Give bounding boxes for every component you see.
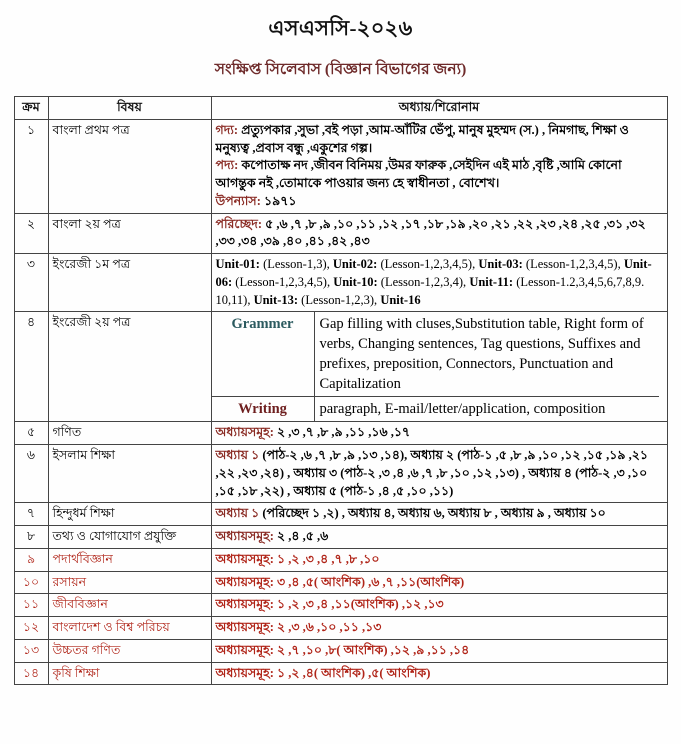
table-row <box>14 213 667 254</box>
detail-line-text: ১ ,২ ,৩ ,৪ ,৭ ,৮ ,১০ <box>273 551 380 566</box>
table-row <box>14 594 667 617</box>
detail-line <box>216 216 663 252</box>
table-row <box>14 445 667 503</box>
row-chapter-detail <box>211 119 667 213</box>
column-header-chapter: অধ্যায়/শিরোনাম <box>211 97 667 120</box>
row-serial: ১২ <box>14 617 48 640</box>
detail-line-text: ১ ,২ ,৪( আংশিক) ,৫( আংশিক) <box>273 665 431 680</box>
detail-line-label: অধ্যায়সমূহ: <box>215 620 274 634</box>
detail-line <box>216 665 663 683</box>
detail-line <box>216 193 663 211</box>
row-subject: বাংলা ২য় পত্র <box>48 213 211 254</box>
table-row <box>14 526 667 549</box>
row-subject: কৃষি শিক্ষা <box>48 662 211 685</box>
row-serial: ২ <box>14 213 48 254</box>
row-subject: বাংলা প্রথম পত্র <box>48 119 211 213</box>
row-subject: গণিত <box>48 422 211 445</box>
row-chapter-detail <box>211 594 667 617</box>
detail-line <box>216 447 663 500</box>
row-chapter-detail <box>211 548 667 571</box>
subsection-text: paragraph, E-mail/letter/application, composition <box>319 401 606 418</box>
detail-line <box>216 596 663 614</box>
row-subject: বাংলাদেশ ও বিশ্ব পরিচয় <box>48 617 211 640</box>
detail-line <box>216 642 663 660</box>
detail-line-label: উপন্যাস: <box>215 193 261 208</box>
detail-line-text: ২ ,৪ ,৫ ,৬ <box>273 529 329 543</box>
detail-line-label: অধ্যায় ১ <box>215 506 260 521</box>
detail-line <box>216 505 663 523</box>
row-chapter-detail <box>211 639 667 662</box>
detail-line-text: কপোতাক্ষ নদ ,জীবন বিনিময় ,উমর ফারুক ,সেইদিন এই মাঠ ,বৃষ্টি ,আমি কোনো আগন্তুক নই ,তোমাকে পাওয়ার জন্য হে স্বাধীনতা , বোশেখ। <box>215 158 622 190</box>
detail-line-text: ২ ,৭ ,১০ ,৮( আংশিক) ,১২ ,৯ ,১১ ,১৪ <box>273 642 470 657</box>
row-serial: ১৪ <box>14 662 48 685</box>
detail-line-label: অধ্যায়সমূহ: <box>215 597 274 612</box>
row-chapter-detail <box>211 213 667 254</box>
detail-line-text: ২ ,৩ ,৬ ,১০ ,১১ ,১৩ <box>273 620 382 634</box>
nested-subsection-table <box>212 312 659 421</box>
detail-line-label: পদ্য: <box>215 158 239 173</box>
page-title: এসএসসি-২০২৬ <box>268 16 413 40</box>
detail-line-label: অধ্যায়সমূহ: <box>215 529 274 543</box>
detail-line-label: অধ্যায়সমূহ: <box>215 574 274 589</box>
row-chapter-detail <box>211 526 667 549</box>
detail-line-text: ৩ ,৪ ,৫( আংশিক) ,৬ ,৭ ,১১(আংশিক) <box>273 574 465 589</box>
detail-line <box>216 157 663 193</box>
detail-line-label: গদ্য: <box>215 122 239 137</box>
row-serial: ১০ <box>14 571 48 594</box>
table-row <box>14 312 667 422</box>
row-serial: ১ <box>14 119 48 213</box>
detail-line-label: অধ্যায়সমূহ: <box>215 425 274 440</box>
subsection-label: Writing <box>212 397 315 422</box>
table-row <box>14 662 667 685</box>
table-row <box>14 571 667 594</box>
syllabus-table <box>14 96 668 685</box>
row-chapter-detail <box>211 662 667 685</box>
row-subject: ইংরেজী ২য় পত্র <box>48 312 211 422</box>
row-chapter-detail <box>211 503 667 526</box>
table-body <box>14 119 667 685</box>
detail-line <box>216 122 663 158</box>
detail-line <box>216 551 663 569</box>
row-serial: ১১ <box>14 594 48 617</box>
row-chapter-detail <box>211 445 667 503</box>
row-subject: হিন্দুধর্ম শিক্ষা <box>48 503 211 526</box>
detail-line <box>216 528 663 546</box>
detail-line-text: ১৯৭১ <box>260 193 297 208</box>
detail-line-label: পরিচ্ছেদ: <box>215 216 263 231</box>
table-row <box>14 119 667 213</box>
column-header-serial: ক্রম <box>14 97 48 120</box>
row-subject: ইসলাম শিক্ষা <box>48 445 211 503</box>
detail-line-label: অধ্যায়সমূহ: <box>215 642 274 657</box>
table-row <box>14 617 667 640</box>
detail-line-label: অধ্যায়সমূহ: <box>215 665 274 680</box>
row-subject: তথ্য ও যোগাযোগ প্রযুক্তি <box>48 526 211 549</box>
row-chapter-detail <box>211 571 667 594</box>
table-row <box>14 422 667 445</box>
subsection-row <box>212 397 659 422</box>
detail-line-text: ২ ,৩ ,৭ ,৮ ,৯ ,১১ ,১৬ ,১৭ <box>273 425 411 440</box>
row-chapter-detail <box>211 617 667 640</box>
detail-line <box>216 424 663 442</box>
table-header-row <box>14 97 667 120</box>
table-row <box>14 503 667 526</box>
detail-line-text: (পাঠ-২ ,৬ ,৭ ,৮ ,৯ ,১৩ ,১৪), অধ্যায় ২ (পাঠ-১ ,৫ ,৮ ,৯ ,১০ ,১২ ,১৫ ,১৯ ,২১ ,২২ ,২৩ ,২৪) , অধ্যায় ৩ (পাঠ-২ ,৩ ,৪ ,৬ ,৭ ,৮ ,১০ ,১২ ,১৩) , অধ্যায় ৪ (পাঠ-২ ,৩ ,১০ ,১৫ ,১৮ ,২২) , অধ্যায় ৫ (পাঠ-১ ,৪ ,৫ ,১০ ,১১) <box>215 448 648 498</box>
detail-line-label: অধ্যায়সমূহ: <box>215 551 274 566</box>
detail-line-text: (পরিচ্ছেদ ১ ,২) , অধ্যায় ৪, অধ্যায় ৬, অধ্যায় ৮ , অধ্যায় ৯ , অধ্যায় ১০ <box>259 506 606 521</box>
row-subject: জীববিজ্ঞান <box>48 594 211 617</box>
page-subtitle: সংক্ষিপ্ত সিলেবাস (বিজ্ঞান বিভাগের জন্য) <box>214 61 467 78</box>
row-serial: ৬ <box>14 445 48 503</box>
row-chapter-detail <box>211 422 667 445</box>
detail-line-text: ৫ ,৬ ,৭ ,৮ ,৯ ,১০ ,১১ ,১২ ,১৭ ,১৮ ,১৯ ,২০ ,২১ ,২২ ,২৩ ,২৪ ,২৫ ,৩১ ,৩২ ,৩৩ ,৩৪ ,৩৯ ,৪০ ,৪১ ,৪২ ,৪৩ <box>215 216 646 249</box>
detail-line <box>216 574 663 592</box>
row-subject: পদার্থবিজ্ঞান <box>48 548 211 571</box>
row-serial: ৮ <box>14 526 48 549</box>
subsection-label: Grammer <box>212 312 315 397</box>
table-row <box>14 254 667 312</box>
row-subject: উচ্চতর গণিত <box>48 639 211 662</box>
detail-line <box>216 619 663 637</box>
row-subject: ইংরেজী ১ম পত্র <box>48 254 211 312</box>
row-subject: রসায়ন <box>48 571 211 594</box>
row-serial: ৭ <box>14 503 48 526</box>
subsection-row <box>212 312 659 397</box>
column-header-subject: বিষয় <box>48 97 211 120</box>
row-serial: ১৩ <box>14 639 48 662</box>
detail-line-label: অধ্যায় ১ <box>215 448 260 462</box>
detail-line-text: ১ ,২ ,৩ ,৪ ,১১(আংশিক) ,১২ ,১৩ <box>273 597 444 612</box>
row-serial: ৯ <box>14 548 48 571</box>
detail-line-text: প্রত্যুপকার ,সুভা ,বই পড়া ,আম-আঁটির ভেঁপু, মানুষ মুহম্মদ (স.) , নিমগাছ, শিক্ষা ও মনুষ্যত্ব ,প্রবাস বন্ধু ,একুশের গল্প। <box>215 122 629 155</box>
row-chapter-detail <box>211 312 667 422</box>
table-row <box>14 639 667 662</box>
row-serial: ৫ <box>14 422 48 445</box>
row-chapter-detail-english: Unit-01: (Lesson-1,3), Unit-02: (Lesson-1,2,3,4,5), Unit-03: (Lesson-1,2,3,4,5), Unit-06: (Lesson-1,2,3,4,5), Unit-10: (Lesson-1,2,3,4), Unit-11: (Lesson-1.2,3,4,5,6,7,8,9. 10,11), Unit-13: (Lesson-1,2,3), Unit-16 <box>211 254 667 312</box>
row-serial: ৪ <box>14 312 48 422</box>
subsection-text: Gap filling with cluses,Substitution table, Right form of verbs, Changing sentences, Tag questions, Suffixes and prefixes, preposition, Connectors, Punctuation and Capitalization <box>314 312 659 397</box>
row-serial: ৩ <box>14 254 48 312</box>
table-row <box>14 548 667 571</box>
